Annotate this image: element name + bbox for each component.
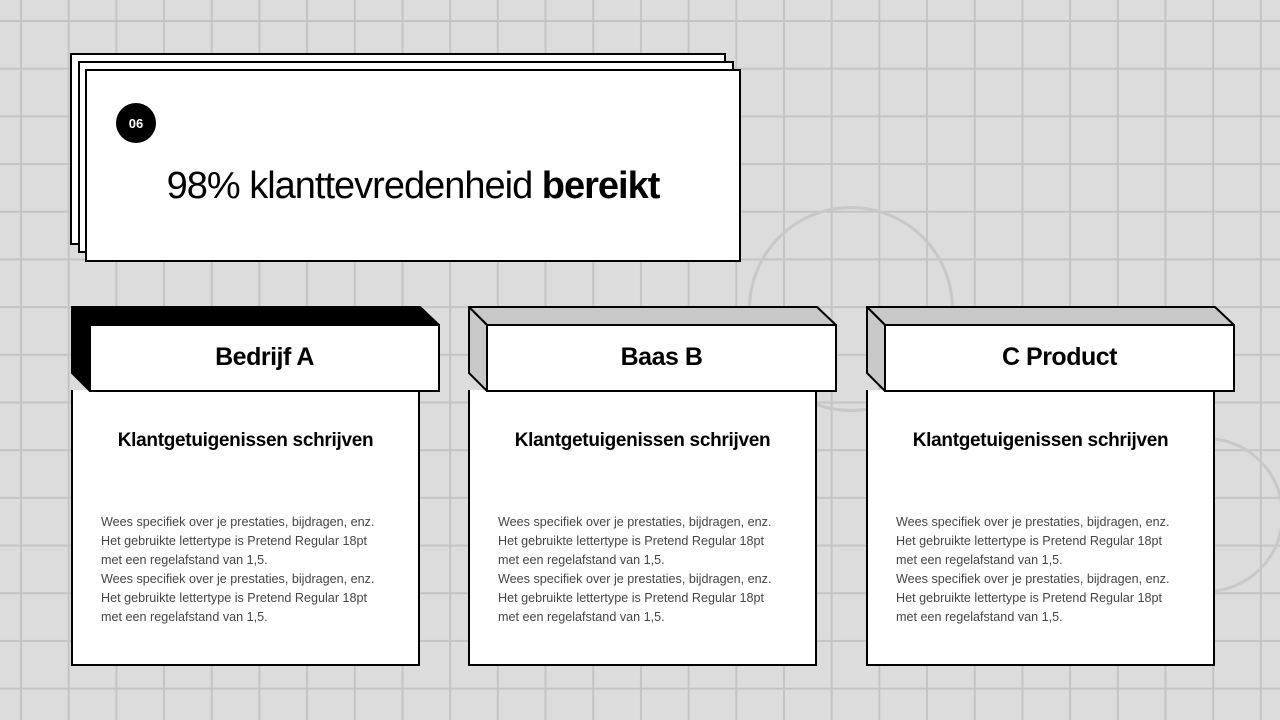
card-body-text <box>498 513 798 627</box>
body-line: Het gebruikte lettertype is Pretend Regular 18pt <box>101 534 368 548</box>
card-body-text <box>101 513 401 627</box>
body-line: Wees specifiek over je prestaties, bijdragen, enz. <box>896 572 1170 586</box>
card-subtitle: Klantgetuigenissen schrijven <box>117 430 374 451</box>
body-line: met een regelafstand van 1,5. <box>101 553 268 567</box>
card-title: Baas B <box>620 342 703 371</box>
body-line: met een regelafstand van 1,5. <box>896 553 1063 567</box>
body-line: met een regelafstand van 1,5. <box>498 610 665 624</box>
card-subtitle: Klantgetuigenissen schrijven <box>514 430 771 451</box>
card-title: C Product <box>1002 342 1117 371</box>
title-card <box>85 69 741 262</box>
slide-number-badge: 06 <box>116 103 156 143</box>
slide-title-bold: bereikt <box>541 165 660 207</box>
body-line: Het gebruikte lettertype is Pretend Regular 18pt <box>101 591 368 605</box>
card-c-product <box>865 305 1237 667</box>
slide-title <box>87 165 739 208</box>
card-subtitle: Klantgetuigenissen schrijven <box>912 430 1169 451</box>
card-body-text <box>896 513 1196 627</box>
body-line: Wees specifiek over je prestaties, bijdragen, enz. <box>498 515 772 529</box>
title-card-stack <box>70 53 742 263</box>
body-line: Het gebruikte lettertype is Pretend Regular 18pt <box>896 591 1163 605</box>
body-line: Wees specifiek over je prestaties, bijdragen, enz. <box>101 515 375 529</box>
body-line: Wees specifiek over je prestaties, bijdragen, enz. <box>101 572 375 586</box>
body-line: met een regelafstand van 1,5. <box>101 610 268 624</box>
card-bedrijf-a <box>70 305 442 667</box>
body-line: Het gebruikte lettertype is Pretend Regular 18pt <box>498 591 765 605</box>
body-line: met een regelafstand van 1,5. <box>896 610 1063 624</box>
body-line: met een regelafstand van 1,5. <box>498 553 665 567</box>
body-line: Het gebruikte lettertype is Pretend Regular 18pt <box>498 534 765 548</box>
body-line: Wees specifiek over je prestaties, bijdragen, enz. <box>498 572 772 586</box>
body-line: Het gebruikte lettertype is Pretend Regular 18pt <box>896 534 1163 548</box>
card-baas-b <box>467 305 839 667</box>
body-line: Wees specifiek over je prestaties, bijdragen, enz. <box>896 515 1170 529</box>
slide-title-plain: 98% klanttevredenheid <box>166 165 533 207</box>
card-title: Bedrijf A <box>215 342 314 371</box>
